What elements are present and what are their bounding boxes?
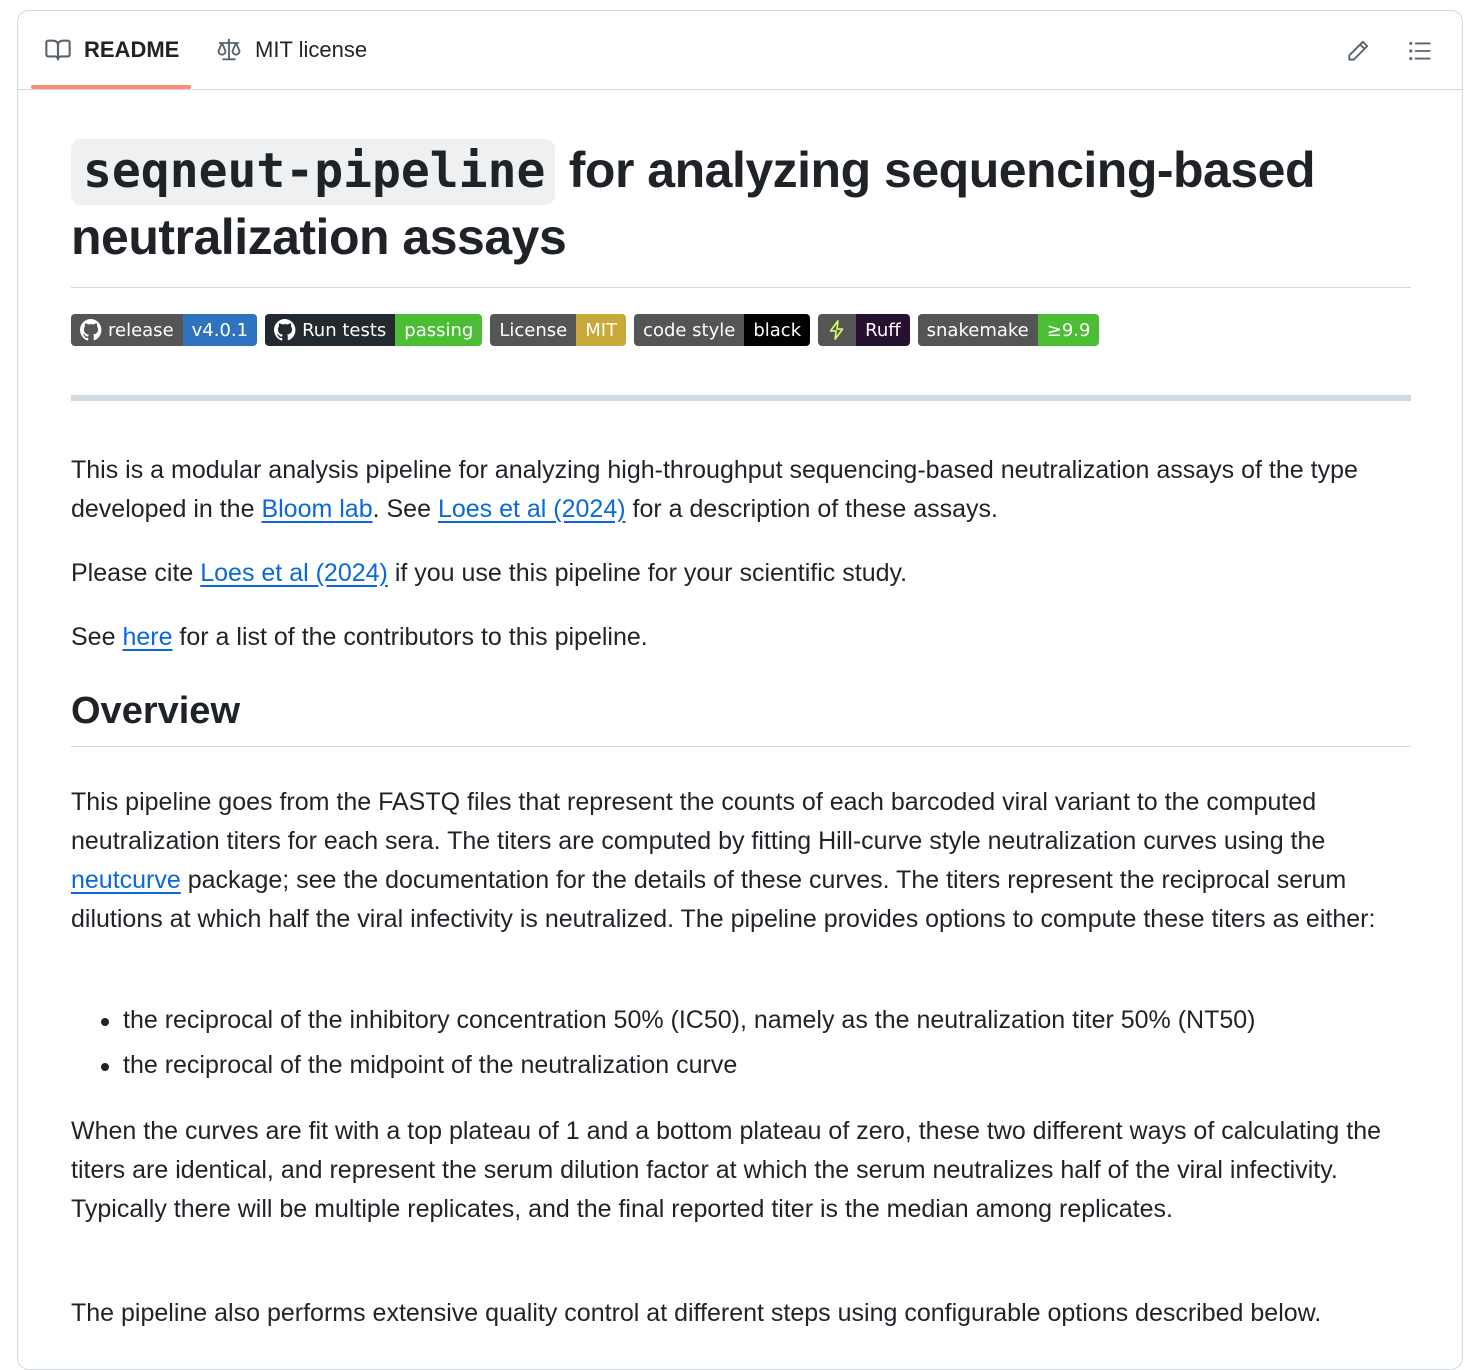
- tab-license[interactable]: [215, 11, 367, 89]
- github-icon: [80, 319, 102, 341]
- title-text: for analyzing sequencing-based neutralization assays: [71, 142, 1316, 265]
- badge-value: Ruff: [856, 314, 910, 346]
- list-item: the reciprocal of the midpoint of the neutralization curve: [71, 1046, 1411, 1085]
- intro-paragraph: This is a modular analysis pipeline for analyzing high-throughput sequencing-based neutralization assays of the type developed in the Bloom lab. See Loes et al (2024) for a description of these assays.: [71, 456, 1358, 523]
- ruff-badge[interactable]: [818, 314, 910, 346]
- pencil-icon: [1345, 38, 1371, 64]
- tab-readme[interactable]: [44, 11, 179, 89]
- list-item: the reciprocal of the inhibitory concentration 50% (IC50), namely as the neutralization titer 50% (NT50): [71, 1001, 1411, 1040]
- book-icon: [44, 36, 72, 64]
- horizontal-rule: [71, 395, 1411, 401]
- badge-label: code style: [634, 314, 744, 346]
- tab-readme-label: README: [84, 37, 180, 62]
- contributors-paragraph: See here for a list of the contributors to this pipeline.: [71, 623, 648, 651]
- page-title: [71, 137, 1411, 270]
- badge-value: v4.0.1: [183, 314, 257, 346]
- outline-button[interactable]: [1404, 35, 1436, 67]
- overview-paragraph: This pipeline goes from the FASTQ files that represent the counts of each barcoded viral variant to the computed neutralization titers for each sera. The titers are computed by fitting Hill-curve style neutralization curves using the neutcurve package; see the documentation for the details of these curves. The titers represent the reciprocal serum dilutions at which half the viral infectivity is neutralized. The pipeline provides options to compute these titers as either:: [71, 788, 1376, 933]
- scale-icon: [215, 36, 243, 64]
- plateau-paragraph: When the curves are fit with a top plateau of 1 and a bottom plateau of zero, these two different ways of calculating the titers are identical, and represent the serum dilution factor at which the serum neutralizes half of the viral infectivity. Typically there will be multiple replicates, and the final reported titer is the median among replicates.: [71, 1117, 1382, 1223]
- file-tabs: [18, 11, 1462, 90]
- snakemake-badge[interactable]: [918, 314, 1100, 346]
- overview-heading: Overview: [71, 690, 240, 732]
- badge-label: Run tests: [302, 319, 387, 341]
- citation-paragraph: Please cite Loes et al (2024) if you use this pipeline for your scientific study.: [71, 559, 908, 587]
- neutcurve-link[interactable]: neutcurve: [71, 866, 181, 894]
- badge-label: release: [108, 319, 174, 341]
- badge-row: [71, 314, 1099, 346]
- contributors-link[interactable]: here: [122, 623, 173, 651]
- badge-value: MIT: [576, 314, 626, 346]
- edit-file-button[interactable]: [1342, 35, 1374, 67]
- code-style-badge[interactable]: [634, 314, 810, 346]
- release-badge[interactable]: [71, 314, 257, 346]
- qc-paragraph: The pipeline also performs extensive quality control at different steps using configurable options described below.: [71, 1299, 1322, 1327]
- title-divider: [71, 287, 1411, 288]
- readme-panel: [17, 10, 1463, 1370]
- list-icon: [1407, 38, 1433, 64]
- badge-value: passing: [395, 314, 482, 346]
- title-code: seqneut-pipeline: [71, 139, 555, 205]
- loes-2024-citation-link[interactable]: Loes et al (2024): [200, 559, 388, 587]
- ruff-logo-icon: [826, 319, 848, 341]
- badge-label: License: [490, 314, 576, 346]
- license-badge[interactable]: [490, 314, 626, 346]
- github-icon: [274, 319, 296, 341]
- badge-value: ≥9.9: [1038, 314, 1100, 346]
- loes-2024-link[interactable]: Loes et al (2024): [437, 495, 626, 523]
- active-tab-indicator: [31, 85, 191, 89]
- tests-badge[interactable]: [265, 314, 482, 346]
- badge-value: black: [744, 314, 810, 346]
- titer-options-list: [71, 1001, 1411, 1091]
- tab-license-label: MIT license: [255, 37, 368, 62]
- overview-divider: [71, 746, 1411, 747]
- bloom-lab-link[interactable]: Bloom lab: [261, 495, 373, 523]
- badge-label: snakemake: [918, 314, 1038, 346]
